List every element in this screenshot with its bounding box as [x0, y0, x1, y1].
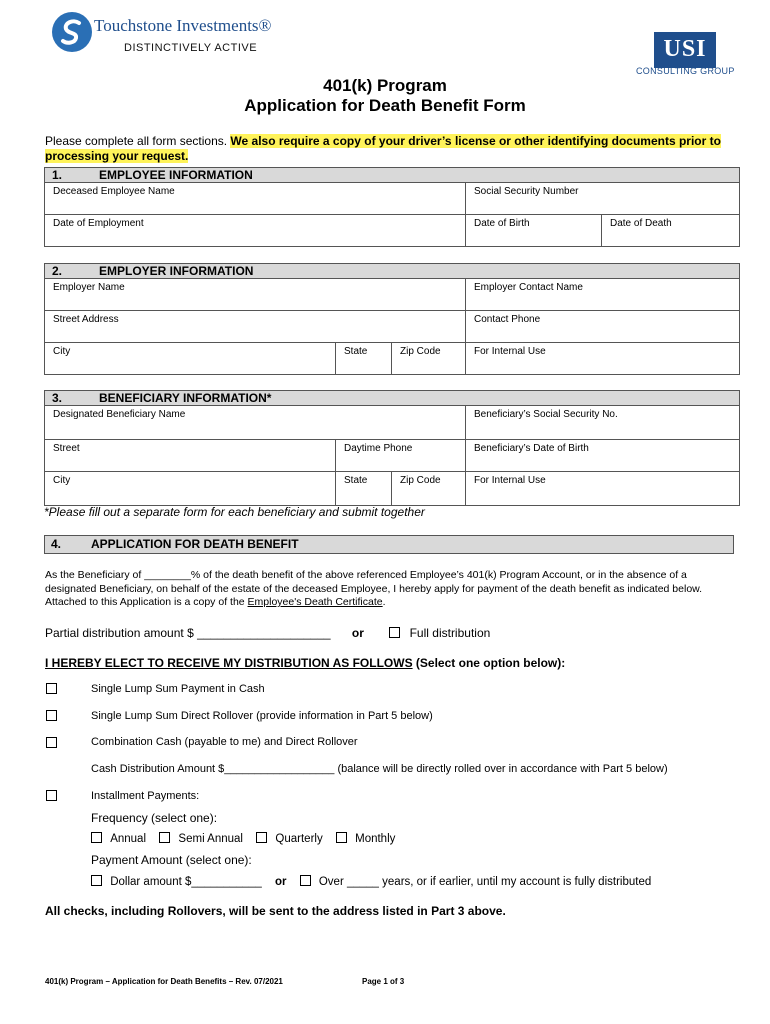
dollar-amount-label: Dollar amount $___________	[110, 876, 262, 888]
usi-logo-subtitle: CONSULTING GROUP	[636, 66, 735, 76]
usi-logo	[654, 32, 716, 68]
application-paragraph	[45, 569, 735, 610]
combination-label: Combination Cash (payable to me) and Direct Rollover	[91, 736, 358, 748]
election-heading	[45, 656, 565, 670]
death-certificate-text: Employee's Death Certificate	[247, 596, 383, 608]
footer-page-number: Page 1 of 3	[362, 977, 405, 986]
section-beneficiary-information	[44, 390, 740, 506]
annual-label: Annual	[110, 833, 147, 845]
annual-checkbox[interactable]	[91, 832, 102, 843]
distribution-amount-row	[45, 626, 490, 640]
section-title: APPLICATION FOR DEATH BENEFIT	[91, 537, 299, 551]
or-text: or	[351, 626, 364, 640]
section-number: 4.	[51, 537, 62, 551]
section-number: 1.	[52, 168, 63, 182]
beneficiary-name-field[interactable]: Designated Beneficiary Name	[45, 406, 466, 439]
contact-phone-field[interactable]: Contact Phone	[474, 314, 541, 325]
lump-sum-rollover-label: Single Lump Sum Direct Rollover (provide information in Part 5 below)	[91, 710, 433, 722]
section-header	[45, 264, 739, 279]
lump-sum-rollover-checkbox[interactable]	[46, 710, 57, 721]
footer-form-name: 401(k) Program – Application for Death Benefits – Rev. 07/2021	[45, 977, 283, 986]
beneficiary-ssn-field[interactable]: Beneficiary’s Social Security No.	[474, 409, 618, 420]
employer-contact-name-field[interactable]: Employer Contact Name	[474, 282, 583, 293]
usi-logo-text: USI	[663, 36, 707, 62]
zip-code-field[interactable]: Zip Code	[392, 343, 466, 374]
installment-label: Installment Payments:	[91, 790, 200, 802]
full-distribution-checkbox[interactable]	[389, 627, 400, 638]
installment-checkbox[interactable]	[46, 790, 57, 801]
combination-checkbox[interactable]	[46, 737, 57, 748]
city-field[interactable]: City	[45, 343, 336, 374]
company-name: Touchstone Investments®	[94, 16, 272, 35]
dollar-amount-checkbox[interactable]	[91, 875, 102, 886]
lump-sum-cash-checkbox[interactable]	[46, 683, 57, 694]
quarterly-label: Quarterly	[275, 833, 323, 845]
section-title: EMPLOYEE INFORMATION	[99, 168, 253, 182]
beneficiary-internal-use-field: For Internal Use	[474, 475, 546, 486]
section-header	[45, 391, 739, 406]
payment-amount-options	[91, 875, 651, 888]
section-employee-information	[44, 167, 740, 247]
beneficiary-note: *Please fill out a separate form for each beneficiary and submit together	[44, 505, 425, 519]
frequency-label: Frequency (select one):	[91, 811, 218, 825]
company-tagline: DISTINCTIVELY ACTIVE	[124, 42, 258, 54]
section-employer-information	[44, 263, 740, 375]
intro-text	[45, 134, 735, 164]
daytime-phone-field[interactable]: Daytime Phone	[336, 440, 466, 471]
application-text-end: .	[382, 596, 386, 608]
monthly-checkbox[interactable]	[336, 832, 347, 843]
semi-annual-label: Semi Annual	[178, 833, 243, 845]
beneficiary-street-field[interactable]: Street	[45, 440, 336, 471]
cash-distribution-amount[interactable]: Cash Distribution Amount $__________________ (balance will be directly rolled over in accordance with Part 5 below)	[91, 763, 668, 775]
section-title: BENEFICIARY INFORMATION*	[99, 391, 272, 405]
quarterly-checkbox[interactable]	[256, 832, 267, 843]
monthly-label: Monthly	[355, 833, 396, 845]
employer-name-field[interactable]: Employer Name	[45, 279, 466, 310]
touchstone-logo	[52, 12, 282, 62]
form-title-line2: Application for Death Benefit Form	[244, 96, 526, 115]
beneficiary-dob-field[interactable]: Beneficiary’s Date of Birth	[474, 443, 589, 454]
payment-amount-label: Payment Amount (select one):	[91, 853, 252, 867]
date-of-birth-field[interactable]: Date of Birth	[466, 215, 602, 246]
checks-address-note: All checks, including Rollovers, will be sent to the address listed in Part 3 above.	[45, 904, 506, 918]
section-application-header	[44, 535, 734, 554]
date-of-employment-field[interactable]: Date of Employment	[45, 215, 466, 246]
deceased-employee-name-field[interactable]: Deceased Employee Name	[45, 183, 466, 214]
lump-sum-cash-label: Single Lump Sum Payment in Cash	[91, 683, 265, 695]
section-title: EMPLOYER INFORMATION	[99, 264, 254, 278]
state-field[interactable]: State	[336, 343, 392, 374]
or-text: or	[274, 876, 287, 888]
election-heading-underlined: I HEREBY ELECT TO RECEIVE MY DISTRIBUTION AS FOLLOWS	[45, 656, 413, 670]
beneficiary-state-field[interactable]: State	[336, 472, 392, 505]
intro-plain: Please complete all form sections.	[45, 134, 231, 148]
intro-highlight: We also require a copy of your driver’s license or other identifying documents prior to processing your request.	[45, 134, 721, 163]
partial-distribution-label[interactable]: Partial distribution amount $ ____________________	[45, 626, 331, 640]
section-number: 2.	[52, 264, 63, 278]
date-of-death-field[interactable]: Date of Death	[610, 218, 672, 229]
section-header	[45, 168, 739, 183]
over-years-checkbox[interactable]	[300, 875, 311, 886]
touchstone-logo-icon	[52, 12, 92, 52]
beneficiary-zip-field[interactable]: Zip Code	[392, 472, 466, 505]
form-title-line1: 401(k) Program	[323, 76, 447, 95]
section-number: 3.	[52, 391, 63, 405]
ssn-field[interactable]: Social Security Number	[474, 186, 579, 197]
election-heading-rest: (Select one option below):	[412, 656, 566, 670]
application-text: As the Beneficiary of ________% of the death benefit of the above referenced Employee’s 401(k) Program Account, or in the absence of a designated Beneficiary, on behalf of the estate of the deceased Employee, I hereby apply for payment of the death benefit as indicated below. Attached to this Application is a copy of the	[45, 569, 703, 608]
street-address-field[interactable]: Street Address	[45, 311, 466, 342]
full-distribution-label: Full distribution	[409, 626, 491, 640]
beneficiary-city-field[interactable]: City	[45, 472, 336, 505]
internal-use-field: For Internal Use	[474, 346, 546, 357]
over-years-label: Over _____ years, or if earlier, until my account is fully distributed	[318, 876, 652, 888]
frequency-options	[91, 832, 395, 845]
semi-annual-checkbox[interactable]	[159, 832, 170, 843]
